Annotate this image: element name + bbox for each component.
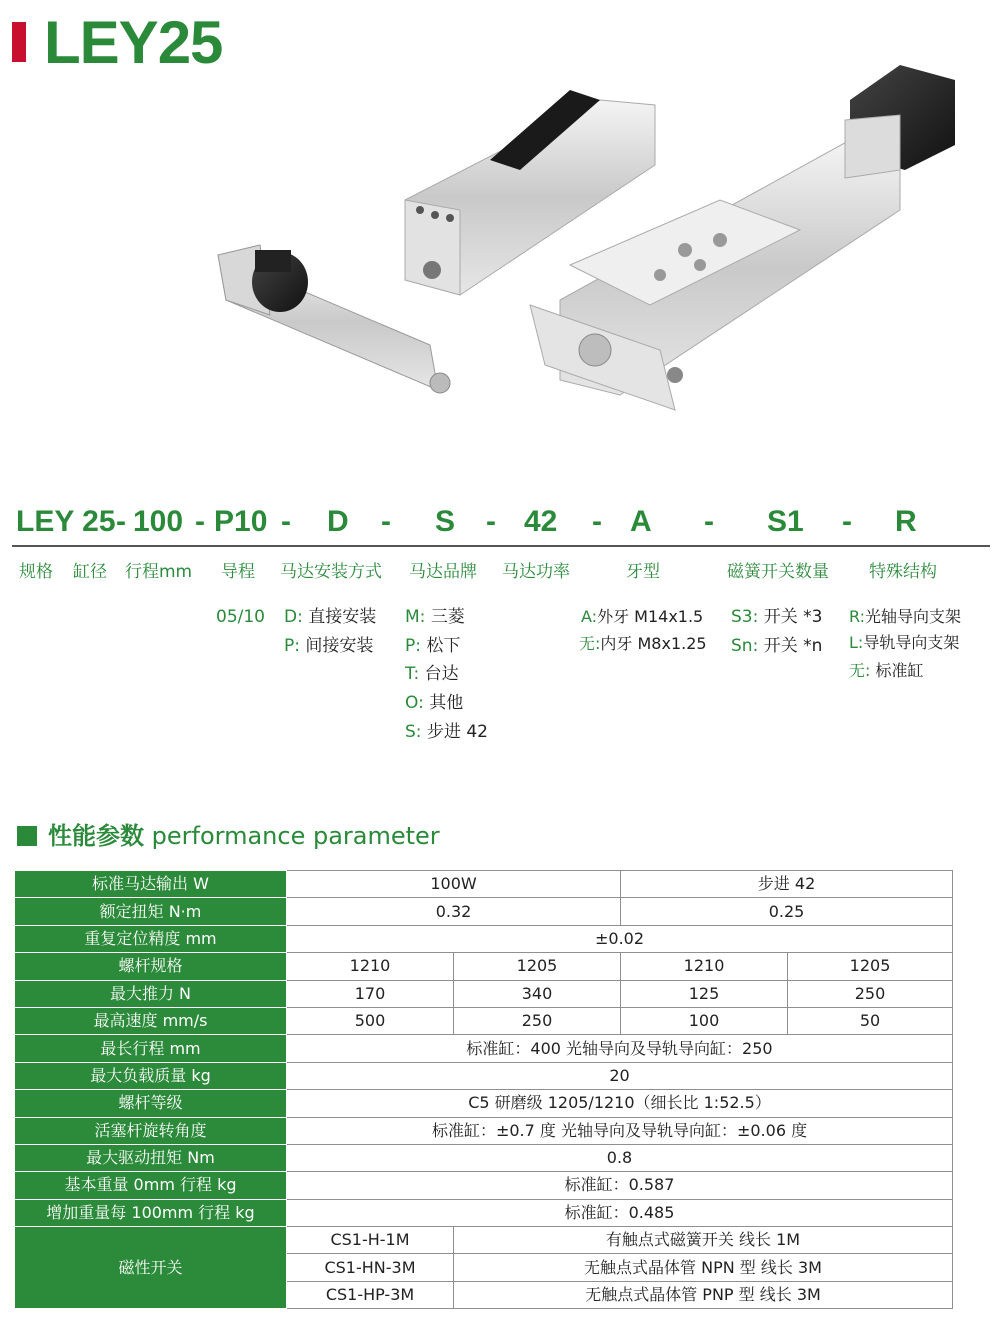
switch-option bbox=[731, 635, 822, 657]
special-option bbox=[849, 606, 961, 628]
header-thread: 牙型 bbox=[626, 562, 660, 582]
row-label: 增加重量每 100mm 行程 kg bbox=[15, 1199, 287, 1226]
table-row bbox=[15, 925, 953, 952]
page-title: LEY25 bbox=[44, 9, 223, 76]
model-code-separator: - bbox=[116, 505, 126, 538]
section-title bbox=[48, 819, 440, 853]
table-cell: 100W bbox=[287, 871, 621, 898]
option-text: 开关 *n bbox=[763, 636, 823, 656]
option-text: 间接安装 bbox=[305, 636, 374, 656]
option-text: 步进 42 bbox=[426, 722, 488, 742]
table-row bbox=[15, 1090, 953, 1117]
table-cell: 标准缸：±0.7 度 光轴导向及导轨导向缸：±0.06 度 bbox=[287, 1117, 953, 1144]
special-option bbox=[849, 660, 924, 682]
thread-option bbox=[579, 633, 707, 655]
option-code: Sn: bbox=[731, 636, 759, 656]
title-accent-bar bbox=[12, 22, 26, 62]
table-cell: 170 bbox=[287, 980, 454, 1007]
table-cell: CS1-HP-3M bbox=[287, 1281, 454, 1308]
option-text: 标准缸 bbox=[875, 661, 924, 680]
table-row bbox=[15, 898, 953, 925]
option-code: 无: bbox=[849, 661, 871, 680]
row-label: 最大推力 N bbox=[15, 980, 287, 1007]
row-label: 最大驱动扭矩 Nm bbox=[15, 1144, 287, 1171]
table-row bbox=[15, 1007, 953, 1034]
mount-option bbox=[284, 635, 373, 657]
model-code-part: A bbox=[630, 505, 652, 538]
table-cell: 500 bbox=[287, 1007, 454, 1034]
option-text: 光轴导向支架 bbox=[865, 607, 962, 626]
table-cell: 有触点式磁簧开关 线长 1M bbox=[454, 1227, 953, 1254]
model-code-part: 100 bbox=[133, 505, 184, 538]
divider bbox=[12, 545, 990, 547]
brand-option bbox=[405, 721, 488, 743]
option-code: P: bbox=[284, 636, 300, 656]
option-text: 直接安装 bbox=[308, 607, 377, 627]
option-text: 三菱 bbox=[430, 607, 465, 627]
option-code: L: bbox=[849, 633, 864, 652]
model-code-part: LEY 25 bbox=[16, 505, 116, 538]
mount-option bbox=[284, 606, 376, 628]
row-label: 重复定位精度 mm bbox=[15, 925, 287, 952]
model-code-part: D bbox=[327, 505, 349, 538]
table-cell: 无触点式晶体管 PNP 型 线长 3M bbox=[454, 1281, 953, 1308]
brand-option bbox=[405, 635, 460, 657]
header-lead: 导程 bbox=[221, 562, 255, 582]
table-cell: 0.25 bbox=[621, 898, 953, 925]
brand-option bbox=[405, 692, 463, 714]
option-text: 内牙 M8x1.25 bbox=[600, 634, 707, 653]
model-code-separator: - bbox=[195, 505, 205, 538]
option-code: T: bbox=[405, 664, 420, 684]
model-code-separator: - bbox=[842, 505, 852, 538]
option-text: 外牙 M14x1.5 bbox=[597, 607, 704, 626]
table-row bbox=[15, 1035, 953, 1062]
table-cell: 1205 bbox=[788, 953, 953, 980]
option-code: D: bbox=[284, 607, 303, 627]
model-code-separator: - bbox=[486, 505, 496, 538]
table-row bbox=[15, 1062, 953, 1089]
option-code: 无: bbox=[579, 634, 601, 653]
table-cell: 1205 bbox=[454, 953, 621, 980]
table-row bbox=[15, 1172, 953, 1199]
switch-option bbox=[731, 606, 822, 628]
table-cell: 1210 bbox=[621, 953, 788, 980]
option-code: S3: bbox=[731, 607, 759, 627]
table-cell: 340 bbox=[454, 980, 621, 1007]
header-motor-mount: 马达安装方式 bbox=[280, 562, 382, 582]
table-row bbox=[15, 1227, 953, 1254]
table-cell: C5 研磨级 1205/1210（细长比 1:52.5） bbox=[287, 1090, 953, 1117]
brand-option bbox=[405, 606, 465, 628]
row-label: 螺杆规格 bbox=[15, 953, 287, 980]
row-label: 标准马达输出 W bbox=[15, 871, 287, 898]
model-code-separator: - bbox=[704, 505, 714, 538]
table-row bbox=[15, 953, 953, 980]
table-row bbox=[15, 1199, 953, 1226]
model-code-separator: - bbox=[381, 505, 391, 538]
header-spec: 规格 bbox=[19, 562, 53, 582]
table-cell: CS1-HN-3M bbox=[287, 1254, 454, 1281]
brand-option bbox=[405, 663, 459, 685]
option-code: R: bbox=[849, 607, 866, 626]
table-cell: 100 bbox=[621, 1007, 788, 1034]
table-cell: 20 bbox=[287, 1062, 953, 1089]
option-text: 开关 *3 bbox=[763, 607, 823, 627]
table-cell: 0.8 bbox=[287, 1144, 953, 1171]
section-title-en: performance parameter bbox=[151, 822, 440, 850]
row-label: 磁性开关 bbox=[15, 1227, 287, 1309]
electric-cylinder-product-illustration bbox=[200, 60, 1000, 460]
option-text: 台达 bbox=[424, 664, 459, 684]
model-code-separator: - bbox=[592, 505, 602, 538]
lead-option: 05/10 bbox=[216, 607, 265, 627]
table-cell: ±0.02 bbox=[287, 925, 953, 952]
table-cell: 1210 bbox=[287, 953, 454, 980]
header-switch-count: 磁簧开关数量 bbox=[727, 562, 829, 582]
thread-option bbox=[581, 606, 703, 628]
table-cell: 0.32 bbox=[287, 898, 621, 925]
model-code-part: 42 bbox=[524, 505, 558, 538]
model-code-part: R bbox=[895, 505, 917, 538]
model-code-part: P10 bbox=[214, 505, 268, 538]
option-text: 导轨导向支架 bbox=[863, 633, 960, 652]
header-motor-power: 马达功率 bbox=[502, 562, 570, 582]
table-row bbox=[15, 1117, 953, 1144]
performance-table bbox=[14, 870, 953, 1309]
option-text: 松下 bbox=[426, 636, 461, 656]
table-cell: 标准缸：400 光轴导向及导轨导向缸：250 bbox=[287, 1035, 953, 1062]
header-stroke: 行程mm bbox=[125, 562, 193, 582]
row-label: 螺杆等级 bbox=[15, 1090, 287, 1117]
table-row bbox=[15, 1144, 953, 1171]
option-text: 其他 bbox=[429, 693, 464, 713]
option-code: S: bbox=[405, 722, 422, 742]
row-label: 基本重量 0mm 行程 kg bbox=[15, 1172, 287, 1199]
row-label: 最大负载质量 kg bbox=[15, 1062, 287, 1089]
model-code-separator: - bbox=[281, 505, 291, 538]
table-cell: 250 bbox=[788, 980, 953, 1007]
table-cell: 50 bbox=[788, 1007, 953, 1034]
special-option bbox=[849, 632, 959, 654]
option-code: O: bbox=[405, 693, 424, 713]
table-row bbox=[15, 980, 953, 1007]
option-code: P: bbox=[405, 636, 421, 656]
table-cell: 无触点式晶体管 NPN 型 线长 3M bbox=[454, 1254, 953, 1281]
model-code-part: S1 bbox=[767, 505, 804, 538]
option-code: A: bbox=[581, 607, 598, 626]
table-row bbox=[15, 871, 953, 898]
header-special: 特殊结构 bbox=[869, 562, 937, 582]
model-code-part: S bbox=[435, 505, 456, 538]
table-cell: 125 bbox=[621, 980, 788, 1007]
row-label: 活塞杆旋转角度 bbox=[15, 1117, 287, 1144]
section-title-cn: 性能参数 bbox=[48, 822, 144, 850]
table-cell: 250 bbox=[454, 1007, 621, 1034]
header-bore: 缸径 bbox=[73, 562, 107, 582]
table-cell: 标准缸：0.485 bbox=[287, 1199, 953, 1226]
row-label: 最长行程 mm bbox=[15, 1035, 287, 1062]
row-label: 额定扭矩 N·m bbox=[15, 898, 287, 925]
row-label: 最高速度 mm/s bbox=[15, 1007, 287, 1034]
table-cell: 步进 42 bbox=[621, 871, 953, 898]
table-cell: 标准缸：0.587 bbox=[287, 1172, 953, 1199]
option-code: M: bbox=[405, 607, 426, 627]
table-cell: CS1-H-1M bbox=[287, 1227, 454, 1254]
header-motor-brand: 马达品牌 bbox=[409, 562, 477, 582]
section-square-icon bbox=[17, 826, 37, 846]
